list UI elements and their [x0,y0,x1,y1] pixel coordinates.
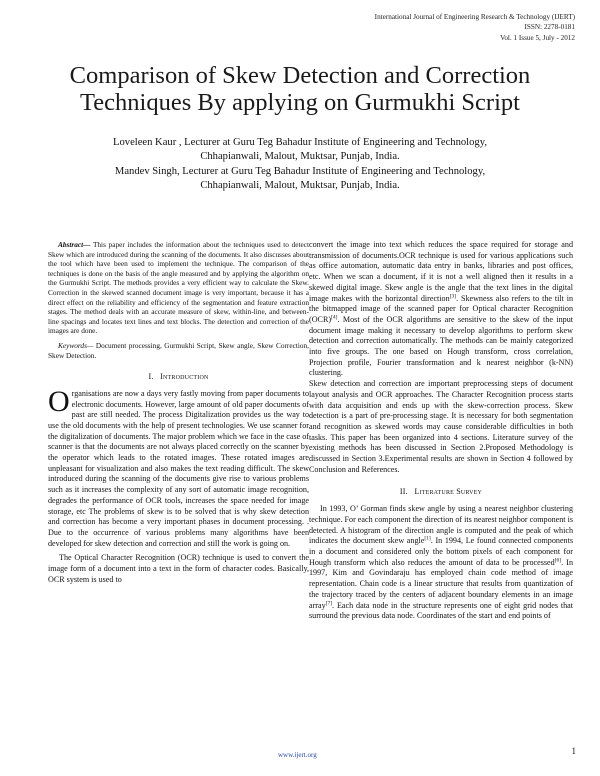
author-line-1: Loveleen Kaur , Lecturer at Guru Teg Bahadur Institute of Engineering and Technology, [113,137,487,148]
literature-paragraph [309,504,573,622]
drop-cap: O [48,384,70,418]
intro-paragraph-1-text: rganisations are now a days very fastly moving from paper documents to electronic documents. However, large amount of old paper documents of past are still needed. The process Digitalization provides us the way to use the old documents with the help of present technologies. We use scanner for the digitalization of documents. The major problem which we face in the case of scanner is that the documents are not always placed correctly on the scanner by the operator which leads to the rotated images. These rotated images are unpleasant for visualization and also makes the text reading difficult. The skew introduced during the scanning of the documents give rise to various problems such as it increases the complexity of any sort of automatic image recognition, degrades the performance of OCR tools, increases the space needed for image storage, etc The problems of skew is to be solved that is why skew detection and correction has become a very important phases in document processing. . Due to the occurrence of various problems many algorithms have been developed for skew detection and correction and still the work is going on. [48,388,309,548]
title-line-2: Techniques By applying on Gurmukhi Script [80,89,520,116]
section-heading-literature-survey [309,487,573,498]
right-paragraph-1-part-a: convert the image into text which reduces the space required for storage and transmission of documents.OCR technique is used for various applications such as office automation, automatic data entry in banks, libraries and post offices, etc. When we scan a document, if it is not a well aligned then it results in a skewed digital image. Skew angle is the angle that the text lines in the digital image makes with the horizontal direction [309,240,573,303]
intro-paragraph-1 [48,384,309,550]
journal-name: International Journal of Engineering Research & Technology (IJERT) [374,13,575,21]
title-line-1: Comparison of Skew Detection and Correction [69,62,531,89]
literature-text-b: . In 1994, Le found connected components in a document and considered only the bottom pixels of each component for Hough transform which also reduces the amount of data to be processed [309,536,573,567]
keywords-text: Document processing, Gurmukhi Script, Skew angle, Skew Correction, Skew Detection. [48,340,309,360]
literature-text-a: In 1993, O’ Gorman finds skew angle by using a nearest neighbor clustering technique. For each component the direction of its nearest neighbor component is detected. A histogram of the direction angle is computed and the peak of which indicates the document skew angle [309,504,573,546]
right-paragraph-1-part-b: . Skewness also refers to the tilt in the bitmapped image of the scanned paper for Optical character Recognition (OCR) [309,293,573,324]
literature-text-c: . In 1997, Kim and Govindaraju has employed chain code method of image representation. Chain code is a linear structure that results from quantization of the trajectory traced by the centers of adjacent boundary elements in an image array [309,557,573,610]
citation-7: [7] [325,599,333,606]
keywords [48,341,309,360]
keywords-label: Keywords— [58,340,94,350]
right-paragraph-1-part-c: . Most of the OCR algorithms are sensitive to the skew of the input document image making it necessary to develop algorithms to perform skew detection and correction automatically. The methods can be mainly categorized into five groups. The one based on Hough transform, cross correlation, Projection profile, Fourier transformation and k nearest neighbor (k-NN) clustering. [309,314,573,378]
author-line-2: Chhapianwali, Malout, Muktsar, Punjab, India. [200,151,400,163]
page-number: 1 [571,746,576,756]
journal-issn: ISSN: 2278-0181 [524,23,575,32]
paper-title [0,62,600,116]
section-numeral: II. [399,487,408,497]
journal-volume: Vol. 1 Issue 5, July - 2012 [500,33,575,42]
section-numeral: I. [148,372,154,382]
citation-3: [3] [449,292,457,299]
citation-6: [6] [554,557,562,563]
author-block [0,136,600,194]
author-line-4: Chhapianwali, Malout, Muktsar, Punjab, India. [200,180,400,192]
abstract-label: Abstract— [58,240,91,249]
intro-paragraph-2: The Optical Character Recognition (OCR) technique is used to convert the image form of a document into a text in the form of character codes. Basically, OCR system is used to [48,553,309,584]
literature-text-d: . Each data node in the structure represents one of eight grid nodes that surround the previous data node. Coordinates of the start and end points of [309,600,573,621]
section-title: Introduction [160,372,209,382]
right-column [309,240,573,622]
right-paragraph-1 [309,240,573,379]
section-title: Literature Survey [414,487,483,497]
section-heading-introduction [48,372,309,383]
journal-header [375,12,575,43]
abstract-text: This paper includes the information about the techniques used to detect Skew which are introduced during the scanning of the documents. It also discusses about the tool which have been used to implement the technique. The comparison of the techniques is done on the basis of the angle measured and by applying the algorithm on the Gurmukhi Script. The methods provides a very efficient way to calculate the Skew. Correction in the skewed scanned document image is very important, because it has a direct effect on the reliability and efficiency of the segmentation and feature extraction stages. The method deals with an accurate measure of skew, within-line, and between-line spacings and locates text lines and text blocks. The detection and correction of the images are done. [48,240,309,336]
citation-4: [4] [331,314,338,321]
citation-1: [1] [424,535,431,542]
footer-url-link[interactable]: www.ijert.org [278,751,317,759]
right-paragraph-2: Skew detection and correction are important preprocessing steps of document layout analysis and OCR approaches. The Character Recognition process starts with data acquisition and ends up with the skew-correction process. Skew detection is a part of pre-processing stage. It is necessary for both segmentation and recognition as skewed words may cause considerable difficulties in both tasks. This paper has been organized into 4 sections. Literature survey of the existing methods has been discussed in Section 2.Proposed Methodology is discussed in Section 3.Experimental results are shown in Section 4 followed by Conclusion and References. [309,379,573,474]
author-line-3: Mandev Singh, Lecturer at Guru Teg Bahadur Institute of Engineering and Technology, [114,165,486,177]
abstract [48,240,309,336]
left-column [48,240,309,585]
